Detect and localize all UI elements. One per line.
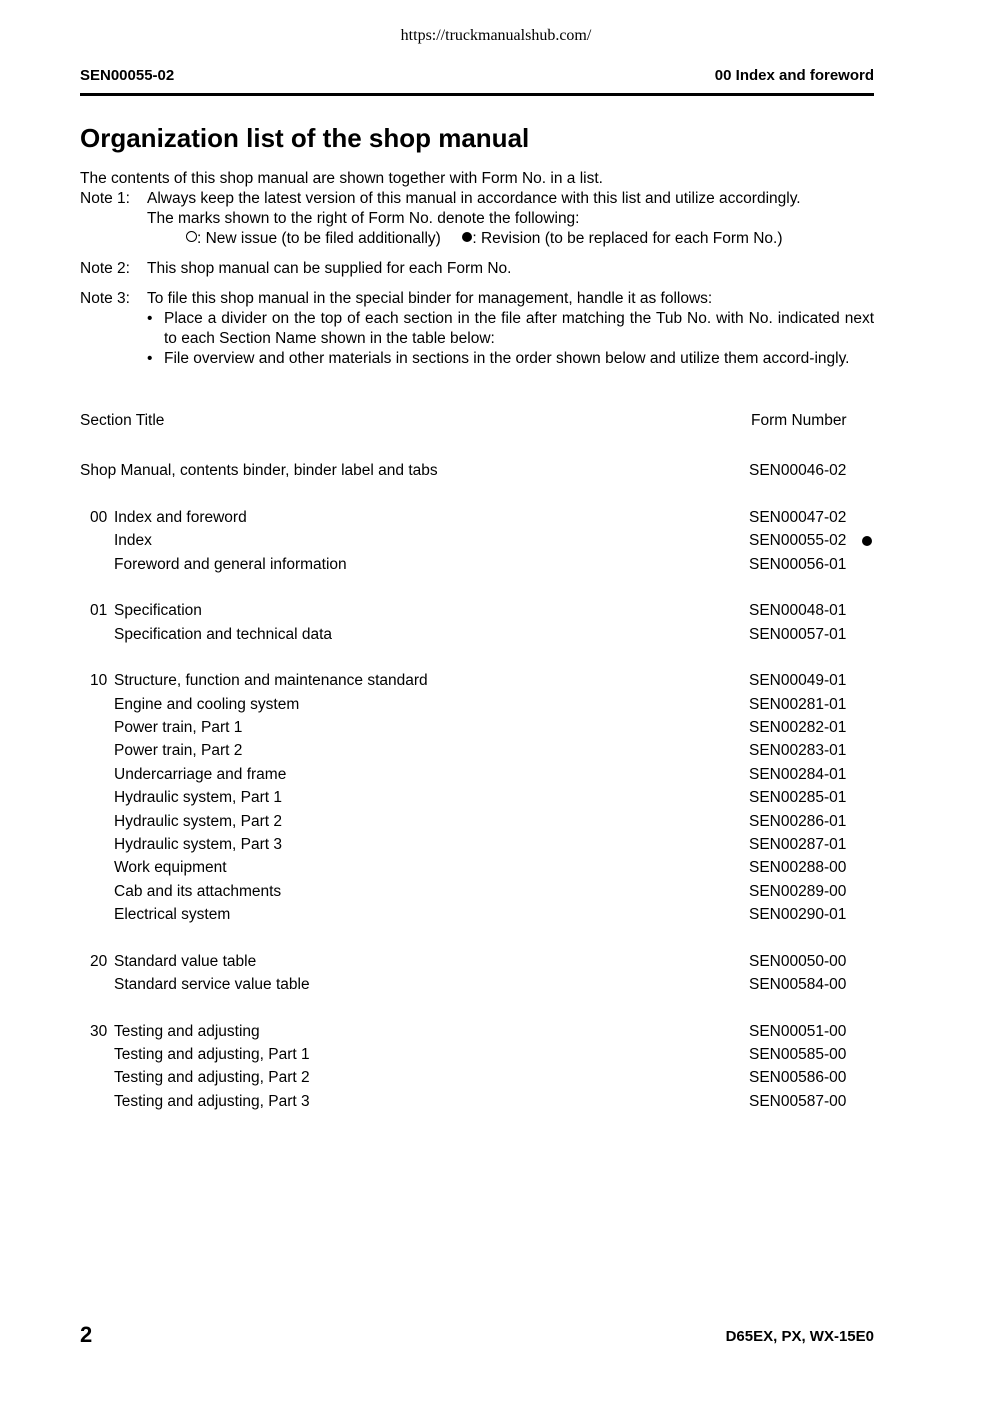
- section-number: 10: [90, 672, 108, 690]
- intro-text: The contents of this shop manual are shown together with Form No. in a list.: [80, 170, 603, 187]
- section-row-20: [80, 950, 874, 973]
- row-form-number: SEN00288-00: [749, 859, 847, 877]
- table-row: [80, 1090, 874, 1113]
- note-3-label: Note 3:: [80, 290, 130, 307]
- note-3-bullet-1: [80, 309, 874, 349]
- section-number: 30: [90, 1022, 108, 1040]
- note-2-label: Note 2:: [80, 260, 130, 277]
- table-row: [80, 459, 874, 482]
- row-form-number: SEN00289-00: [749, 882, 847, 900]
- document-number: SEN00055-02: [80, 67, 175, 84]
- header-rule: [80, 93, 874, 96]
- section-form-number: SEN00048-01: [749, 602, 847, 620]
- row-form-number: SEN00282-01: [749, 719, 847, 737]
- table-row: [80, 1043, 874, 1066]
- page-number: 2: [80, 1322, 93, 1347]
- row-title: Specification and technical data: [114, 625, 333, 643]
- row-form-number: SEN00283-01: [749, 742, 847, 760]
- table-row: [80, 623, 874, 646]
- row-form-number: SEN00281-01: [749, 695, 847, 713]
- section-row-30: [80, 1020, 874, 1043]
- note-3-bullet-1-text: Place a divider on the top of each section in the file after matching the Tub No. with No. indicated next to each Section Name shown in the table below:: [164, 310, 874, 347]
- section-form-number: SEN00047-02: [749, 509, 847, 527]
- row-title: Cab and its attachments: [114, 882, 282, 900]
- row-title: Testing and adjusting, Part 3: [114, 1092, 310, 1110]
- section-number: 00: [90, 509, 108, 527]
- note-3-text: To file this shop manual in the special binder for management, handle it as follows:: [147, 290, 713, 307]
- column-section-title: Section Title: [80, 412, 165, 429]
- row-title: Standard service value table: [114, 975, 310, 993]
- section-title: Testing and adjusting: [114, 1022, 260, 1040]
- row-title: Engine and cooling system: [114, 695, 300, 713]
- row-form-number: SEN00284-01: [749, 765, 847, 783]
- row-form-number: SEN00585-00: [749, 1045, 847, 1063]
- section-title: Standard value table: [114, 952, 257, 970]
- section-row-00: [80, 506, 874, 529]
- row-form-number: SEN00286-01: [749, 812, 847, 830]
- section-number: 20: [90, 952, 108, 970]
- new-issue-circle-icon: [186, 231, 197, 242]
- note-1: [80, 189, 874, 249]
- organization-table: [80, 412, 874, 1113]
- row-title: Shop Manual, contents binder, binder label and tabs: [80, 462, 438, 480]
- note-2: [80, 259, 874, 279]
- row-title: Foreword and general information: [114, 555, 347, 573]
- note-1-line-1: Always keep the latest version of this manual in accordance with this list and utilize accordingly.: [147, 190, 801, 207]
- source-url[interactable]: https://truckmanualshub.com/: [400, 27, 592, 44]
- row-title: Hydraulic system, Part 3: [114, 835, 282, 853]
- row-form-number: SEN00587-00: [749, 1092, 847, 1110]
- table-row: [80, 880, 874, 903]
- table-row: [80, 973, 874, 996]
- new-issue-text: : New issue (to be filed additionally): [197, 230, 441, 247]
- bullet-icon: •: [147, 350, 153, 367]
- row-form-number: SEN00586-00: [749, 1069, 847, 1087]
- note-2-text: This shop manual can be supplied for each Form No.: [147, 260, 512, 277]
- table-row: [80, 903, 874, 926]
- table-row: [80, 856, 874, 879]
- page-title: Organization list of the shop manual: [80, 123, 530, 153]
- row-form-number: SEN00056-01: [749, 555, 847, 573]
- row-form-number: SEN00055-02: [749, 532, 847, 550]
- table-row: [80, 1066, 874, 1089]
- section-title: Index and foreword: [114, 509, 247, 527]
- bullet-icon: •: [147, 310, 153, 327]
- section-name: 00 Index and foreword: [714, 67, 874, 84]
- table-row: [80, 693, 874, 716]
- row-form-number: SEN00057-01: [749, 625, 847, 643]
- row-title: Hydraulic system, Part 2: [114, 812, 282, 830]
- row-title: Electrical system: [114, 905, 231, 923]
- revision-text: : Revision (to be replaced for each Form No.): [472, 230, 783, 247]
- section-form-number: SEN00051-00: [749, 1022, 847, 1040]
- marks-legend: [80, 229, 874, 249]
- table-row: [80, 810, 874, 833]
- row-title: Testing and adjusting, Part 1: [114, 1045, 310, 1063]
- note-3: [80, 289, 874, 369]
- row-form-number: SEN00287-01: [749, 835, 847, 853]
- row-title: Work equipment: [114, 859, 227, 877]
- row-title: Power train, Part 2: [114, 742, 243, 760]
- section-row-10: [80, 669, 874, 692]
- table-header: [80, 412, 874, 436]
- row-title: Power train, Part 1: [114, 719, 243, 737]
- row-title: Index: [114, 532, 152, 550]
- row-title: Hydraulic system, Part 1: [114, 789, 282, 807]
- row-form-number: SEN00046-02: [749, 462, 847, 480]
- section-row-01: [80, 599, 874, 622]
- section-title: Structure, function and maintenance standard: [114, 672, 428, 690]
- note-3-bullet-2-text: File overview and other materials in sections in the order shown below and utilize them accord-ingly.: [164, 350, 850, 367]
- row-form-number: SEN00290-01: [749, 905, 847, 923]
- note-1-label: Note 1:: [80, 190, 130, 207]
- column-form-number: Form Number: [751, 412, 847, 429]
- table-row: [80, 529, 874, 552]
- table-row: [80, 763, 874, 786]
- table-row: [80, 739, 874, 762]
- table-row: [80, 553, 874, 576]
- note-3-bullet-2: [80, 349, 874, 369]
- table-row: [80, 786, 874, 809]
- row-form-number: SEN00285-01: [749, 789, 847, 807]
- section-number: 01: [90, 602, 108, 620]
- model-name: D65EX, PX, WX-15E0: [725, 1328, 874, 1345]
- notes-block: [80, 169, 874, 369]
- row-title: Undercarriage and frame: [114, 765, 287, 783]
- row-form-number: SEN00584-00: [749, 975, 847, 993]
- note-1-line-2: The marks shown to the right of Form No. denote the following:: [147, 210, 580, 227]
- row-title: Testing and adjusting, Part 2: [114, 1069, 310, 1087]
- section-form-number: SEN00050-00: [749, 952, 847, 970]
- revision-dot-icon: [462, 232, 472, 242]
- table-row: [80, 716, 874, 739]
- section-title: Specification: [114, 602, 202, 620]
- table-row: [80, 833, 874, 856]
- revision-dot-icon: [862, 536, 872, 546]
- section-form-number: SEN00049-01: [749, 672, 847, 690]
